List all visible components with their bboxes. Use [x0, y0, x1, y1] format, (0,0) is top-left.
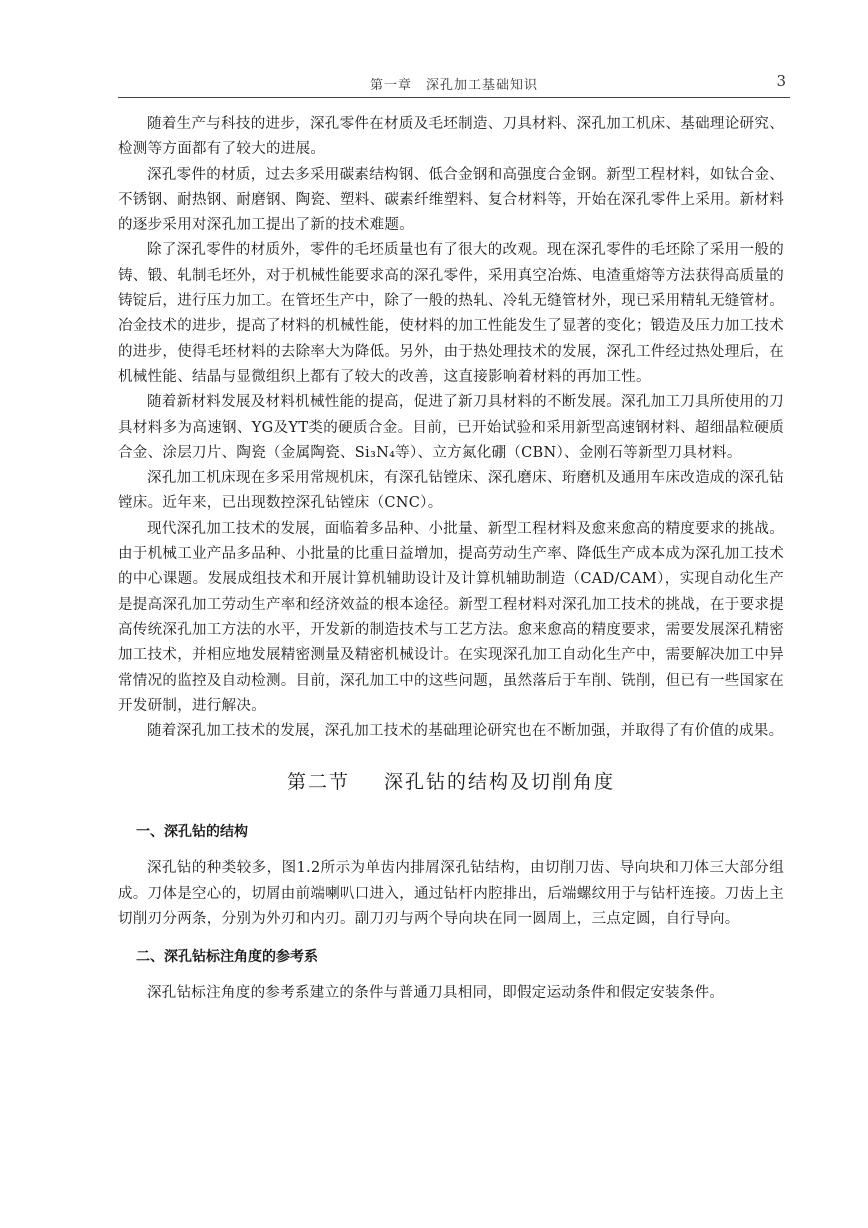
paragraph: 现代深孔加工技术的发展，面临着多品种、小批量、新型工程材料及愈来愈高的精度要求的挑战。由于机械工业产品多品种、小批量的比重日益增加，提高劳动生产率、降低生产成本成为深孔加工技术的中心课题。发展成组技术和开展计算机辅助设计及计算机辅助制造（CAD/CAM），实现自动化生产是提高深孔加工劳动生产率和经济效益的根本途径。新型工程材料对深孔加工技术的挑战，在于要求提高传统深孔加工方法的水平，开发新的制造技术与工艺方法。愈来愈高的精度要求，需要发展深孔精密加工技术，并相应地发展精密测量及精密机械设计。在实现深孔加工自动化生产中，需要解决加工中异常情况的监控及自动检测。目前，深孔加工中的这些问题，虽然落后于车削、铣削，但已有一些国家在开发研制，进行解决。	[118, 520, 784, 714]
section-number: 第二节	[286, 771, 350, 794]
subsection-heading: 二、深孔钻标注角度的参考系	[136, 949, 318, 966]
subsection-heading: 一、深孔钻的结构	[136, 824, 248, 841]
paragraph: 随着生产与科技的进步，深孔零件在材质及毛坯制造、刀具材料、深孔加工机床、基础理论研究、检测等方面都有了较大的进展。	[118, 116, 784, 158]
header-rule	[118, 97, 790, 98]
section-heading	[118, 767, 784, 794]
page-body	[118, 112, 784, 1007]
paragraph: 随着新材料发展及材料机械性能的提高，促进了新刀具材料的不断发展。深孔加工刀具所使用的刀具材料多为高速钢、YG及YT类的硬质合金。目前，已开始试验和采用新型高速钢材料、超细晶粒硬质合金、涂层刀片、陶瓷（金属陶瓷、Si₃N₄等）、立方氮化硼（CBN）、金刚石等新型刀具材料。	[118, 394, 784, 461]
chapter-title: 第一章 深孔加工基础知识	[369, 78, 538, 93]
section-title: 深孔钻的结构及切削角度	[384, 771, 616, 794]
paragraph: 深孔零件的材质，过去多采用碳素结构钢、低合金钢和高强度合金钢。新型工程材料，如钛合金、不锈钢、耐热钢、耐磨钢、陶瓷、塑料、碳素纤维塑料、复合材料等，开始在深孔零件上采用。新材料的逐步采用对深孔加工提出了新的技术难题。	[118, 166, 784, 234]
paragraph: 深孔钻标注角度的参考系建立的条件与普通刀具相同，即假定运动条件和假定安装条件。	[147, 985, 725, 1002]
paragraph: 深孔加工机床现在多采用常规机床，有深孔钻镗床、深孔磨床、珩磨机及通用车床改造成的深孔钻镗床。近年来，已出现数控深孔钻镗床（CNC）。	[118, 470, 784, 512]
running-header	[118, 74, 790, 98]
page-number: 3	[776, 72, 786, 90]
paragraph: 随着深孔加工技术的发展，深孔加工技术的基础理论研究也在不断加强，并取得了有价值的成果。	[147, 723, 784, 740]
paragraph: 深孔钻的种类较多，图1.2所示为单齿内排屑深孔钻结构，由切削刀齿、导向块和刀体三大部分组成。刀体是空心的，切屑由前端喇叭口进入，通过钻杆内腔排出，后端螺纹用于与钻杆连接。刀齿上主切削刃分两条，分别为外刃和内刃。副刀刃与两个导向块在同一圆周上，三点定圆，自行导向。	[118, 860, 784, 928]
paragraph: 除了深孔零件的材质外，零件的毛坯质量也有了很大的改观。现在深孔零件的毛坯除了采用一般的铸、锻、轧制毛坯外，对于机械性能要求高的深孔零件，采用真空冶炼、电渣重熔等方法获得高质量的铸锭后，进行压力加工。在管坯生产中，除了一般的热轧、冷轧无缝管材外，现已采用精轧无缝管材。冶金技术的进步，提高了材料的机械性能，使材料的加工性能发生了显著的变化；锻造及压力加工技术的进步，使得毛坯材料的去除率大为降低。另外，由于热处理技术的发展，深孔工件经过热处理后，在机械性能、结晶与显微组织上都有了较大的改善，这直接影响着材料的再加工性。	[118, 242, 784, 385]
